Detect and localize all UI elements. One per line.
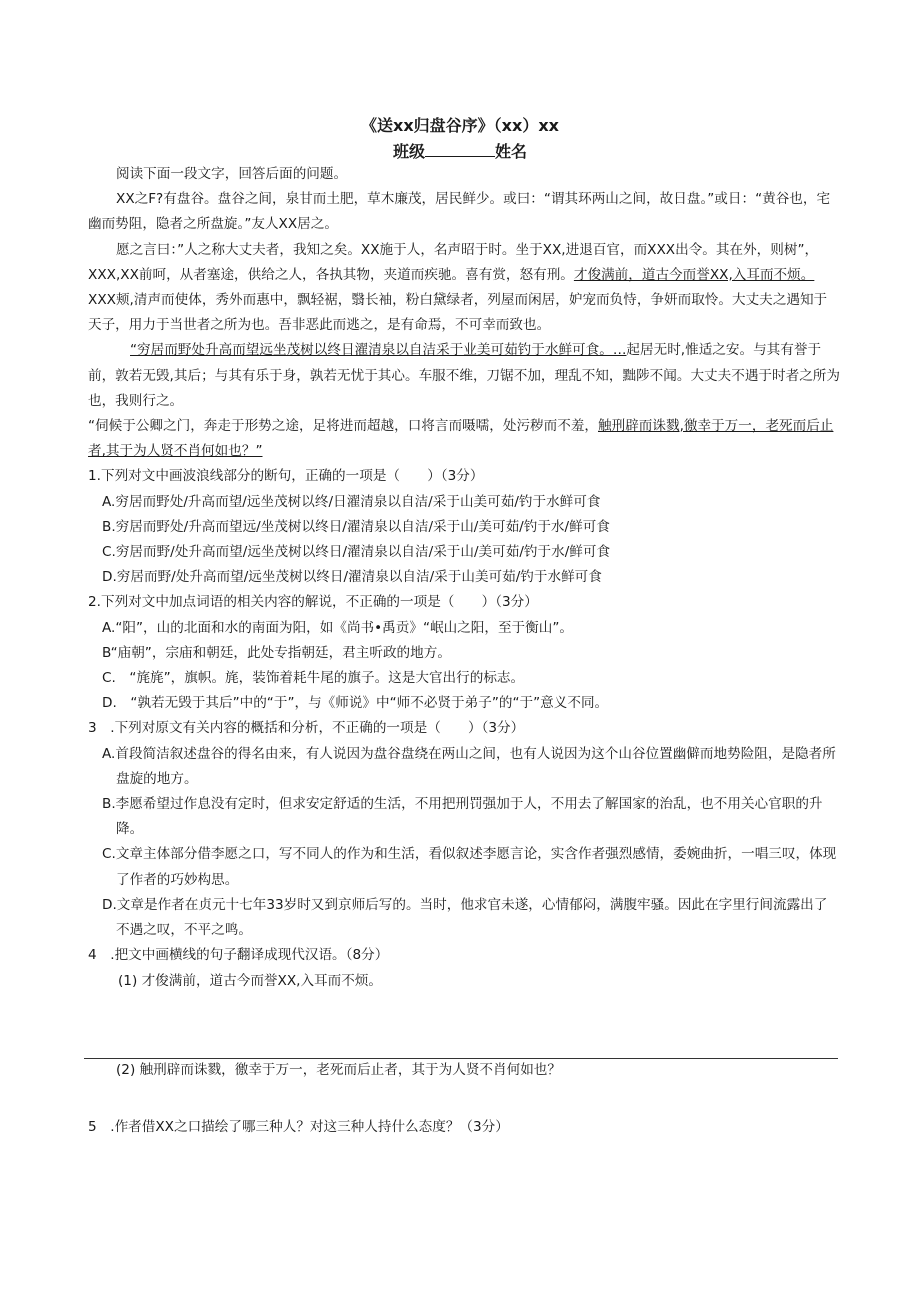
wavy-line-passage: “穷居而野处升高而望远坐茂树以终日濯清泉以自洁采于业美可茹钓于水鲜可食。… [130, 342, 627, 359]
question-2-stem: 2.下列对文中加点词语的相关内容的解说，不正确的一项是（ ）（3分） [88, 594, 538, 611]
question-4-sentence-1: (1) 才俊满前，道古今而誉XX,入耳而不烦。 [118, 972, 383, 989]
question-2-option-d[interactable]: D. “孰若无毁于其后”中的“于”，与《师说》中“师不必贤于弟子”的“于”意义不同。 [102, 695, 609, 712]
name-label: 姓名 [495, 142, 528, 161]
passage-paragraph-1: XX之F?有盘谷。盘谷之间，泉甘而土肥，草木廉茂，居民鲜少。或曰：“谓其环两山之间，故日盘。”或日：“黄谷也，宅幽而势阻，隐者之所盘旋。”友人XX居之。 [88, 191, 831, 233]
question-2-option-a[interactable]: A.“阳”，山的北面和水的南面为阳，如《尚书•禹贡》“岷山之阳，至于衡山”。 [102, 619, 573, 636]
class-label: 班级 [392, 142, 425, 161]
question-2-option-c[interactable]: C. “旄旄”，旗帜。旄，装饰着耗牛尾的旗子。这是大官出行的标志。 [102, 670, 525, 687]
question-1-option-a[interactable]: A.穷居而野处/升高而望/远坐茂树以终/日濯清泉以自洁/采于山美可茹/钓于水鲜可食 [102, 493, 601, 510]
passage-p2-end: XXX颊,清声而使体，秀外而惠中，飘轻裾，翳长袖，粉白黛绿者，列屋而闲居，妒宠而负恃，争妍而取怜。大丈夫之遇知于天子，用力于当世者之所为也。吾非恶此而逃之，是有命焉，不可幸而致也。 [88, 292, 828, 334]
underlined-sentence-2: 触刑辟而诛戮,徼幸于万一，老死而后止者,其于为人贤不肖何如也？” [88, 418, 834, 460]
document-body [88, 162, 840, 994]
question-2-option-b[interactable]: B“庙朝”，宗庙和朝廷，此处专指朝廷，君主听政的地方。 [102, 644, 451, 661]
passage-paragraph-4 [88, 414, 840, 464]
question-3-option-a[interactable]: A.首段简洁叙述盘谷的得名由来，有人说因为盘谷盘绕在两山之间，也有人说因为这个山谷位置幽僻而地势险阻，是隐者所盘旋的地方。 [102, 745, 836, 787]
question-1-option-c[interactable]: C.穷居而野/处升高而望/远坐茂树以终日/濯清泉以自洁/采于山/美可茹/钓于水/鲜可食 [102, 544, 611, 561]
question-3-option-b[interactable]: B.李愿希望过作息没有定时，但求安定舒适的生活，不用把刑罚强加于人，不用去了解国家的治乱，也不用关心官职的升降。 [102, 796, 823, 838]
question-5-stem: 5 .作者借XX之口描绘了哪三种人？对这三种人持什么态度？（3分） [88, 1119, 509, 1135]
question-4-sentence-2: (2) 触刑辟而诛戮，徼幸于万一，老死而后止者，其于为人贤不肖何如也？ [116, 1062, 561, 1078]
question-3-option-d[interactable]: D.文章是作者在贞元十七年33岁时又到京师后写的。当时，他求官未遂，心情郁闷，满腹牢骚。因此在字里行间流露出了不遇之叹，不平之鸣。 [102, 896, 828, 939]
question-1-option-b[interactable]: B.穷居而野处/升高而望远/坐茂树以终日/濯清泉以自洁/采于山/美可茹/钓于水/鲜可食 [102, 518, 610, 535]
underlined-sentence-1: 才俊满前，道古今而誉XX,入耳而不烦。 [573, 266, 815, 283]
class-blank[interactable] [425, 140, 495, 157]
page-title: 《送xx归盘谷序》（xx）xx [361, 116, 559, 135]
question-4-stem: 4 .把文中画横线的句子翻译成现代汉语。（8分） [88, 947, 389, 964]
question-1-option-d[interactable]: D.穷居而野/处升高而望/远坐茂树以终日/濯清泉以自洁/采于山美可茹/钓于水鲜可食 [102, 569, 602, 586]
passage-p3-end: 起居无时,惟适之安。与其有誉于前，敦若无毁,其后；与其有乐于身，孰若无忧于其心。车服不维，刀锯不加，理乱不知，黜陟不闻。大丈夫不遇于时者之所为也，我则行之。 [88, 342, 840, 409]
question-1-stem: 1.下列对文中画波浪线部分的断句，正确的一项是（ ）（3分） [88, 468, 484, 485]
passage-p4-start: “伺候于公卿之门，奔走于形势之途，足将进而超越，口将言而嗫嚅，处污秽而不羞， [88, 418, 599, 435]
instructions: 阅读下面一段文字，回答后面的问题。 [116, 166, 348, 182]
passage-paragraph-2 [88, 238, 840, 339]
passage-paragraph-3 [88, 338, 840, 414]
question-3-stem: 3 .下列对原文有关内容的概括和分析，不正确的一项是（ ）（3分） [88, 720, 525, 737]
question-3-option-c[interactable]: C.文章主体部分借李愿之口，写不同人的作为和生活，看似叙述李愿言论，实含作者强烈感情，委婉曲折，一唱三叹，体现了作者的巧妙构思。 [102, 846, 837, 888]
passage-p2-start: 愿之言曰：”人之称大丈夫者，我知之矣。XX施于人，名声昭于时。坐于XX,进退百官，而XXX出令。其在外，则树”，XXX,XX前呵，从者塞途，供给之人，各执其物，夹道而疾驰。喜有赏，怒有刑。 [88, 241, 819, 283]
